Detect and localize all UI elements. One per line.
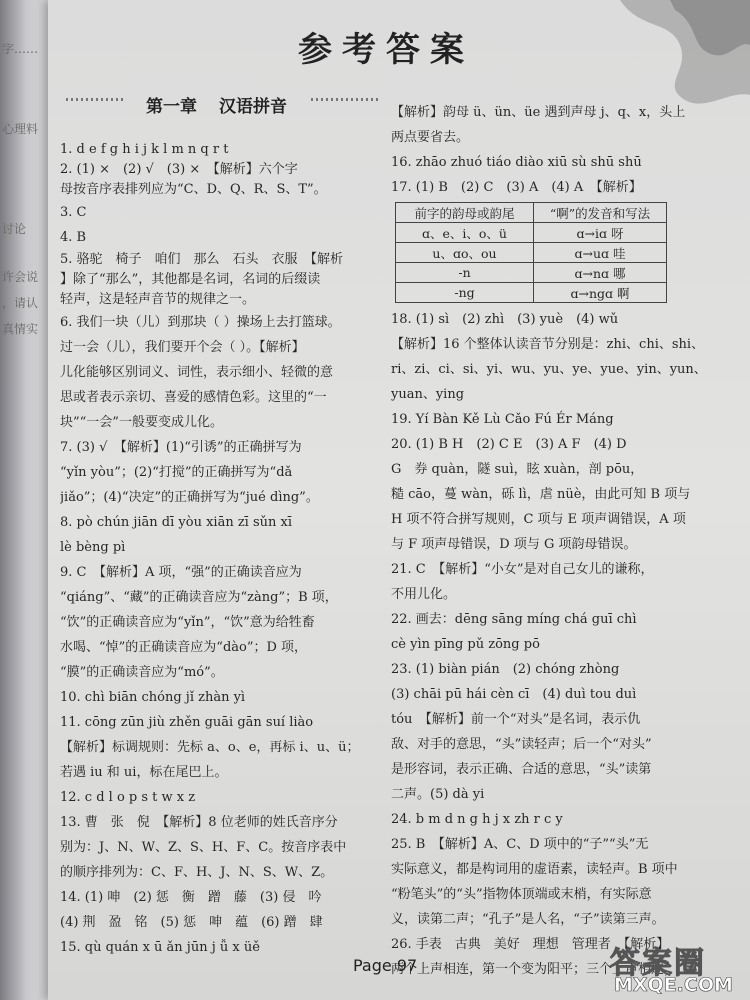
answer-line: G 券 quàn，隧 suì，眩 xuàn，剖 pōu， [391,462,644,477]
answer-line: 别为：J、N、W、Z、S、H、F、C。按音序表中 [60,840,347,855]
watermark-url: MXQE.COM [614,974,733,996]
adjacent-text: ，请认 [2,296,39,310]
answer-line: 】除了“那么”，其他都是名词，名词的后缀读 [60,272,321,287]
table-cell: -n [396,263,534,283]
chapter-number: 第一章 [146,97,197,117]
answer-line: 24. b m d n g h j x zh r c y [391,812,563,827]
answer-line: “粉笔头”的“头”指物体顶端或末梢，有实际意 [391,887,652,902]
answer-line: yuan、ying [391,387,465,402]
answer-line: 两点要省去。 [391,130,470,145]
answer-line: lè bèng pì [60,540,126,555]
answer-line: 16. zhāo zhuó tiáo diào xiū sù shū shū [391,155,642,170]
answer-line: “yǐn yòu”；(2)“打搅”的正确拼写为“dǎ [60,465,293,480]
answer-line: 敌、对手的意思，“头”读轻声；后一个“对头” [391,737,652,752]
table-header-row [396,203,667,223]
answer-line: 思或者表示亲切、喜爱的感情色彩。这里的“一 [60,390,327,405]
answer-line: 轻声，这是轻声音节的规律之一。 [60,292,256,307]
answer-line: (4) 荆 盈 铭 (5) 惩 呻 蕴 (6) 蹭 肆 [60,915,323,930]
answer-line: 母按音序表排列应为“C、D、Q、R、S、T”。 [60,182,327,197]
answer-line: ri、zi、ci、si、yi、wu、yu、ye、yue、yin、yun、 [391,362,707,377]
answer-line: “膜”的正确读音应为“mó”。 [60,665,224,680]
answer-line: 26. 手表 古典 美好 理想 管理者 【解析】 [391,937,670,952]
table-cell: ɑ→ngɑ 啊 [534,283,667,303]
chapter-heading [66,92,384,118]
answer-page [48,0,750,1000]
watermark-logo-text: 答案圈 [610,946,706,981]
table-row [396,263,667,283]
answer-line: 3. C [60,205,87,220]
answer-line: (3) chāi pū hái cèn cī (4) duì tou duì [391,687,637,702]
answer-line: 糙 cāo，蔓 wàn，砾 lì，虐 nüè，由此可知 B 项与 [391,487,691,502]
answer-line: 25. B 【解析】A、C、D 项中的“子”“头”无 [391,837,649,852]
answer-line: 【解析】标调规则：先标 a、o、e，再标 i、u、ü； [60,740,360,755]
table-cell: ɑ、e、i、o、ü [396,223,534,243]
chapter-name: 汉语拼音 [219,97,287,117]
answer-line: 不用儿化。 [391,587,457,602]
adjacent-text: 心理料 [2,122,39,136]
answer-line: 17. (1) B (2) C (3) A (4) A 【解析】 [391,180,642,195]
table-cell: u、ɑo、ou [396,243,534,263]
dotted-rule [311,98,381,110]
answer-line: 是形容词，表示正确、合适的意思，“头”读第 [391,762,652,777]
answer-line: jiǎo”；(4)“决定”的正确拼写为“jué dìng”。 [60,490,319,505]
answer-line: 15. qù quán x ū ǎn jūn j ǚ x üě [60,940,260,955]
site-watermark [610,938,742,996]
right-answer-column [391,100,741,982]
answer-line: 21. C 【解析】“小女”是对自己女儿的谦称， [391,562,654,577]
table-row [396,223,667,243]
table-cell: ɑ→nɑ 哪 [534,263,667,283]
answer-line: 儿化能够区别词义、词性，表示细小、轻微的意 [60,365,334,380]
answer-line: 11. cōng zūn jiù zhěn guāi gān suí liào [60,715,314,730]
table-header: 前字的韵母或韵尾 [396,203,534,223]
adjacent-text: 讨论 [2,222,27,236]
answer-line: H 项不符合拼写规则，C 项与 E 项声调错误，A 项 [391,512,686,527]
dotted-rule [66,98,126,110]
answer-line: “qiáng”、“藏”的正确读音应为“zàng”；B 项， [60,590,338,605]
answer-line: 12. c d l o p s t w x z [60,790,196,805]
answer-line: 2. (1) × (2) √ (3) × 【解析】六个字 [60,162,298,177]
answer-line: 5. 骆驼 椅子 咱们 那么 石头 衣服 【解析 [60,252,344,267]
left-answer-column [60,140,395,960]
answer-line: 的顺序排列为：C、F、H、J、N、S、W、Z。 [60,865,334,880]
a-sound-change-table [395,202,667,303]
answer-line: 19. Yí Bàn Kě Lù Cǎo Fú Ér Máng [391,412,614,427]
answer-line: tóu 【解析】前一个“对头”是名词，表示仇 [391,712,641,727]
answer-line: 实际意义，都是构词用的虚语素，读轻声。B 项中 [391,862,678,877]
table-row [396,283,667,303]
answer-line: 若遇 iu 和 ui，标在尾巴上。 [60,765,228,780]
table-row [396,243,667,263]
answer-line: 23. (1) biàn pián (2) chóng zhòng [391,662,620,677]
answer-line: 与 F 项声母错误，D 项与 G 项韵母错误。 [391,537,637,552]
answer-line: 9. C 【解析】A 项，“强”的正确读音应为 [60,565,302,580]
table-header: “啊”的发音和写法 [534,203,667,223]
adjacent-text: 字…… [2,42,39,56]
adjacent-text: 许会说 [2,270,39,284]
answer-line: 4. B [60,230,87,245]
answer-line: 13. 曹 张 倪 【解析】8 位老师的姓氏音序分 [60,815,338,830]
page-number: Page 97 [353,956,418,975]
answer-line: “饮”的正确读音应为“yǐn”，“饮”意为给牲畜 [60,615,315,630]
answer-line: cè yìn pīng pǔ zōng pō [391,637,540,652]
answer-line: 22. 画去：dēng sāng míng chá guī chì [391,612,637,627]
adjacent-text: 真情实 [2,322,39,336]
answer-line: 水喝、“悼”的正确读音应为“dào”；D 项， [60,640,308,655]
answer-line: 7. (3) √ 【解析】(1)“引诱”的正确拼写为 [60,440,302,455]
answer-line: 【解析】16 个整体认读音节分别是：zhi、chi、shi、 [391,337,705,352]
answer-line: 18. (1) sì (2) zhì (3) yuè (4) wǔ [391,312,619,327]
table-cell: ɑ→uɑ 哇 [534,243,667,263]
answer-line: 两个上声相连，第一个变为阳平；三个上声相连， [391,962,678,977]
answer-line: 10. chì biān chóng jǐ zhàn yì [60,690,246,705]
answer-line: 6. 我们一块（儿）到那块（ ）操场上去打篮球。 [60,315,341,330]
answer-line: 1. d e f g h i j k l m n q r t [60,142,229,157]
page-title: 参考答案 [298,30,474,70]
answer-line: 义，读第二声；“孔子”是人名，“子”读第三声。 [391,912,665,927]
table-cell: ɑ→iɑ 呀 [534,223,667,243]
answer-line: 过一会（儿），我们要开个会（ ）。【解析】 [60,340,305,355]
answer-line: 8. pò chún jiān dī yòu xiān zī sǔn xī [60,515,293,530]
answer-line: 14. (1) 呻 (2) 惩 衡 蹭 藤 (3) 侵 吟 [60,890,322,905]
answer-line: 20. (1) B H (2) C E (3) A F (4) D [391,437,627,452]
table-cell: -ng [396,283,534,303]
answer-line: 块”“一会”一般要变成儿化。 [60,415,223,430]
answer-line: 二声。(5) dà yi [391,787,485,802]
answer-line: 【解析】韵母 ü、ün、üe 遇到声母 j、q、x，头上 [391,105,686,120]
